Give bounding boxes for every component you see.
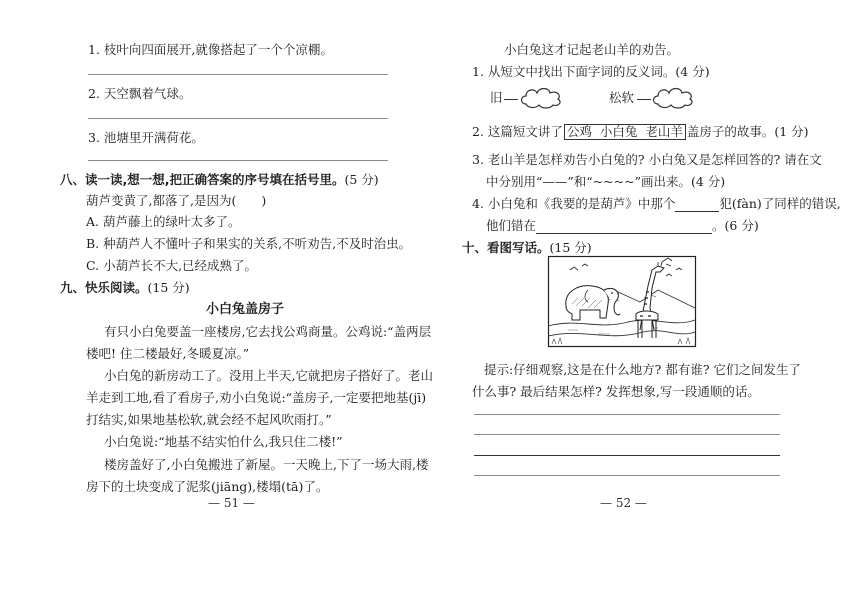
antonym-word-old: 旧 (490, 90, 503, 105)
option-c: C. 小葫芦长不大,已经成熟了。 (86, 258, 258, 273)
writing-line-4[interactable] (474, 475, 780, 476)
question-2-text: 2. 天空飘着气球。 (88, 86, 192, 101)
right-question-4-line-1 (472, 196, 841, 212)
right-question-1: 1. 从短文中找出下面字词的反义词。(4 分) (472, 64, 710, 79)
choice-rooster[interactable]: 公鸡 (566, 124, 592, 139)
antonym-connector-2 (637, 99, 651, 100)
writing-line-3[interactable] (474, 455, 780, 456)
section-8-stem: 葫芦变黄了,都落了,是因为( ) (86, 193, 267, 208)
hint-line-2: 什么事? 最后结果怎样? 发挥想象,写一段通顺的话。 (472, 384, 760, 399)
section-9-score: (15 分) (147, 280, 190, 295)
story-paragraph-1-line-1: 有只小白兔要盖一座楼房,它去找公鸡商量。公鸡说:“盖两层 (104, 324, 432, 339)
section-10-score: (15 分) (549, 240, 592, 255)
story-title: 小白兔盖房子 (206, 302, 285, 317)
right-question-2 (472, 124, 809, 140)
answer-line-3[interactable] (88, 160, 388, 161)
option-a: A. 葫芦藤上的绿叶太多了。 (86, 214, 241, 229)
story-paragraph-4-line-1: 楼房盖好了,小白兔搬进了新屋。一天晚上,下了一场大雨,楼 (104, 457, 429, 472)
option-b: B. 种葫芦人不懂叶子和果实的关系,不听劝告,不及时治虫。 (86, 236, 412, 251)
story-paragraph-2-line-2: 羊走到工地,看了看房子,劝小白兔说:“盖房子,一定要把地基(jī) (86, 390, 427, 405)
section-8-heading (60, 172, 379, 188)
story-paragraph-1-line-2: 楼吧! 住二楼最好,冬暖夏凉。” (86, 346, 250, 361)
question-2-prefix: 2. 这篇短文讲了 (472, 124, 563, 139)
section-8-score: (5 分) (344, 172, 379, 187)
question-1-text: 1. 枝叶向四面展开,就像搭起了一个个凉棚。 (88, 42, 333, 57)
choice-rabbit[interactable]: 小白兔 (599, 124, 638, 139)
question-4-part-d: 。(6 分) (712, 218, 759, 233)
story-ending: 小白兔这才记起老山羊的劝告。 (504, 42, 680, 57)
section-9-title: 九、快乐阅读。 (60, 280, 148, 295)
question-2-suffix: 盖房子的故事。(1 分) (686, 124, 809, 139)
question-4-part-a: 4. 小白兔和《我要的是葫芦》中那个 (472, 196, 676, 211)
antonym-connector-1 (504, 99, 518, 100)
section-9-heading (60, 280, 190, 296)
writing-line-1[interactable] (474, 414, 780, 415)
story-paragraph-2-line-1: 小白兔的新房动工了。没用上半天,它就把房子搭好了。老山 (104, 368, 433, 383)
hint-line-1: 提示:仔细观察,这是在什么地方? 都有谁? 它们之间发生了 (484, 362, 802, 377)
question-4-part-b: 犯(fàn)了同样的错误, (719, 196, 841, 211)
section-10-title: 十、看图写话。 (462, 240, 550, 255)
choice-box-group[interactable] (564, 124, 686, 140)
question-4-part-c: 他们错在 (486, 218, 537, 233)
blank-character-name[interactable] (675, 199, 719, 212)
page-number-51: — 51 — (208, 496, 255, 510)
question-3-text: 3. 池塘里开满荷花。 (88, 130, 204, 145)
cloud-answer-box-2-icon[interactable] (650, 84, 696, 110)
choice-goat[interactable]: 老山羊 (645, 124, 683, 139)
right-question-4-line-2 (486, 218, 759, 234)
cloud-answer-box-1-icon[interactable] (518, 84, 564, 110)
right-question-3-line-1: 3. 老山羊是怎样劝告小白兔的? 小白兔又是怎样回答的? 请在文 (472, 152, 822, 167)
answer-line-2[interactable] (88, 118, 388, 119)
antonym-word-soft: 松软 (609, 90, 635, 105)
story-paragraph-4-line-2: 房下的土块变成了泥浆(jiāng),楼塌(tā)了。 (86, 479, 329, 494)
story-paragraph-2-line-3: 打结实,如果地基松软,就会经不起风吹雨打。” (86, 412, 332, 427)
page-number-52: — 52 — (600, 496, 647, 510)
section-10-heading (462, 240, 592, 256)
right-question-3-line-2: 中分别用“——”和“~~~~”画出来。(4 分) (486, 174, 726, 189)
blank-mistake[interactable] (536, 221, 712, 234)
section-8-title: 八、读一读,想一想,把正确答案的序号填在括号里。 (60, 172, 345, 187)
elephant-giraffe-river-illustration-icon (548, 256, 696, 347)
writing-line-2[interactable] (474, 434, 780, 435)
answer-line-1[interactable] (88, 74, 388, 75)
story-paragraph-3: 小白兔说:“地基不结实怕什么,我只住二楼!” (104, 434, 343, 449)
